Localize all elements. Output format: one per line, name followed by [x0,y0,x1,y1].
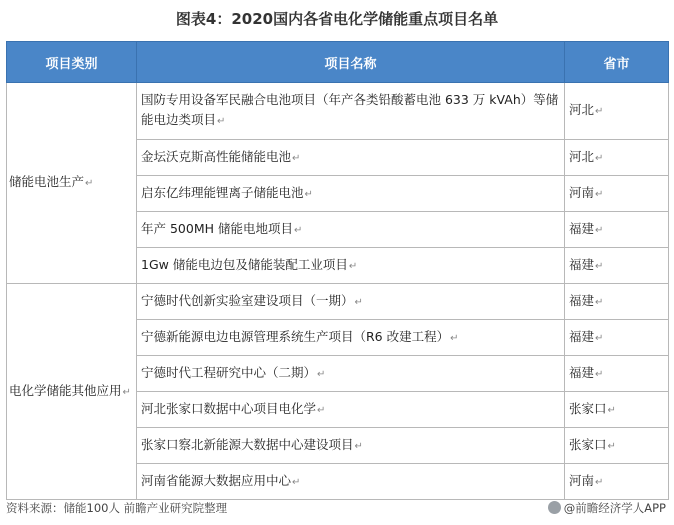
province-value: 福建 [569,220,595,236]
province-cell [565,356,669,392]
paragraph-mark-icon: ↵ [317,368,326,380]
paragraph-mark-icon: ↵ [354,440,363,452]
province-cell [565,212,669,248]
project-name: 河北张家口数据中心项目电化学 [141,400,317,416]
province-value: 张家口 [569,400,607,416]
paragraph-mark-icon: ↵ [607,440,616,452]
project-name-cell [137,356,565,392]
table-row [7,284,669,320]
header-name: 项目名称 [137,42,565,83]
project-name-cell [137,284,565,320]
project-name: 1Gw 储能电边包及储能装配工业项目 [141,256,348,272]
project-name-cell [137,140,565,176]
project-name: 宁德时代创新实验室建设项目（一期） [141,292,354,308]
brand-label: @前瞻经济学人APP [563,501,666,515]
project-name: 张家口察北新能源大数据中心建设项目 [141,436,354,452]
paragraph-mark-icon: ↵ [122,386,131,398]
paragraph-mark-icon: ↵ [595,106,604,117]
province-value: 福建 [569,364,595,380]
paragraph-mark-icon: ↵ [348,260,358,272]
province-value: 福建 [569,328,595,344]
province-value: 河北 [569,148,595,164]
province-value: 河北 [569,102,595,117]
paragraph-mark-icon: ↵ [595,476,604,488]
province-cell [565,83,669,140]
paragraph-mark-icon: ↵ [595,224,604,236]
province-value: 福建 [569,292,595,308]
province-cell [565,428,669,464]
project-name-cell [137,248,565,284]
brand-credit [548,500,666,516]
table-row [7,83,669,140]
paragraph-mark-icon: ↵ [595,332,604,344]
paragraph-mark-icon: ↵ [292,476,301,488]
paragraph-mark-icon: ↵ [450,332,459,344]
province-cell [565,392,669,428]
paragraph-mark-icon: ↵ [85,178,94,189]
table-header-row [7,42,669,83]
project-name: 国防专用设备军民融合电池项目（年产各类铅酸蓄电池 633 万 kVAh）等储能电边类项目 [141,92,559,127]
paragraph-mark-icon: ↵ [595,188,604,200]
province-value: 张家口 [569,436,607,452]
source-note: 资料来源：储能100人 前瞻产业研究院整理 [6,501,228,515]
province-cell [565,176,669,212]
project-name: 年产 500MH 储能电地项目 [141,220,293,236]
project-name: 启东亿纬理能锂离子储能电池 [141,184,304,200]
province-cell [565,320,669,356]
paragraph-mark-icon: ↵ [292,152,301,164]
province-cell [565,140,669,176]
header-province: 省市 [565,42,669,83]
paragraph-mark-icon: ↵ [304,188,313,200]
paragraph-mark-icon: ↵ [595,152,604,164]
paragraph-mark-icon: ↵ [294,224,303,236]
project-name: 宁德新能源电边电源管理系统生产项目（R6 改建工程） [141,328,450,344]
qianzhan-logo-icon [548,501,561,514]
category-cell [7,284,137,500]
project-name-cell [137,212,565,248]
province-value: 福建 [569,256,595,272]
project-name-cell [137,83,565,140]
project-name-cell [137,464,565,500]
category-cell [7,83,137,284]
paragraph-mark-icon: ↵ [607,404,616,416]
paragraph-mark-icon: ↵ [595,368,604,380]
header-category: 项目类别 [7,42,137,83]
province-cell [565,464,669,500]
project-name: 河南省能源大数据应用中心 [141,472,292,488]
paragraph-mark-icon: ↵ [354,296,363,308]
province-value: 河南 [569,472,595,488]
project-name: 宁德时代工程研究中心（二期） [141,364,317,380]
paragraph-mark-icon: ↵ [595,296,604,308]
table-body [7,83,669,500]
project-name-cell [137,320,565,356]
paragraph-mark-icon: ↵ [595,260,604,272]
category-label: 储能电池生产 [9,174,85,189]
project-name: 金坛沃克斯高性能储能电池 [141,148,292,164]
page-title: 图表4：2020国内各省电化学储能重点项目名单 [175,10,499,28]
project-name-cell [137,176,565,212]
paragraph-mark-icon: ↵ [217,116,226,127]
paragraph-mark-icon: ↵ [317,404,326,416]
category-label: 电化学储能其他应用 [9,382,122,398]
province-cell [565,248,669,284]
province-value: 河南 [569,184,595,200]
project-name-cell [137,392,565,428]
province-cell [565,284,669,320]
projects-table [6,41,669,500]
project-name-cell [137,428,565,464]
